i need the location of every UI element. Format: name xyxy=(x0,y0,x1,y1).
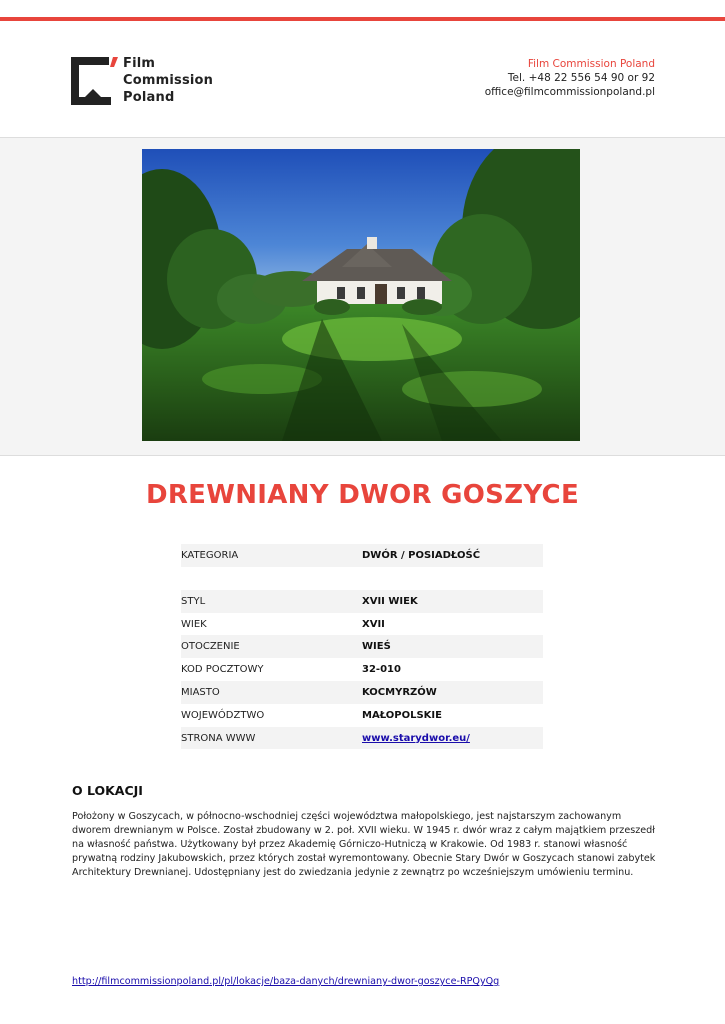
about-heading: O LOKACJI xyxy=(72,783,143,798)
photo-band xyxy=(0,137,725,456)
manor-house-image xyxy=(142,149,580,441)
logo-line-1: Film xyxy=(123,56,156,71)
page-title: DREWNIANY DWOR GOSZYCE xyxy=(145,480,580,510)
location-photo xyxy=(142,149,580,441)
details-table xyxy=(181,544,543,749)
details-row xyxy=(181,544,543,567)
logo-line-3: Poland xyxy=(123,90,175,105)
logo-text xyxy=(123,55,213,106)
details-label: WIEK xyxy=(181,618,207,630)
details-label: KOD POCZTOWY xyxy=(181,664,264,676)
email-address[interactable]: office@filmcommissionpoland.pl xyxy=(484,86,655,98)
details-row xyxy=(181,613,543,636)
details-row xyxy=(181,658,543,681)
details-label: KATEGORIA xyxy=(181,550,239,561)
details-row xyxy=(181,727,543,750)
details-label: STRONA WWW xyxy=(181,732,256,744)
film-commission-poland-logo[interactable] xyxy=(69,55,229,107)
details-label: OTOCZENIE xyxy=(181,641,240,653)
details-row xyxy=(181,704,543,727)
about-text: Położony w Goszycach, w północno-wschodniej części województwa małopolskiego, jest najstarszym zachowanym dworem drewnianym w Polsce. Został zbudowany w 2. poł. XVII wieku. W 1945 r. dwór wraz z całym majątkiem przeszedł na własność państwa. Użytkowany był przez Akademię Górniczo-Hutniczą w Krakowie. Od 1983 r. stanowi własność prywatną rodziny Jakubowskich, przez których został wyremontowany. Obecnie Stary Dwór w Goszycach stanowi zabytek Architektury Drewnianej. Udostępniany jest do zwiedzania jedynie z zewnątrz po wcześniejszym umówieniu terminu. xyxy=(72,811,656,878)
details-value: WIEŚ xyxy=(362,641,391,653)
logo-mark-icon xyxy=(69,55,119,107)
details-value: DWÓR / POSIADŁOŚĆ xyxy=(362,550,481,561)
details-value: 32-010 xyxy=(362,664,401,676)
details-value: XVII WIEK xyxy=(362,595,418,607)
website-link[interactable]: www.starydwor.eu/ xyxy=(362,732,470,744)
details-row xyxy=(181,681,543,704)
details-label: WOJEWÓDZTWO xyxy=(181,709,265,721)
details-value: XVII xyxy=(362,618,385,630)
details-label: MIASTO xyxy=(181,686,220,698)
logo-line-2: Commission xyxy=(123,73,214,88)
details-row xyxy=(181,590,543,613)
details-value: MAŁOPOLSKIE xyxy=(362,709,442,721)
details-row xyxy=(181,635,543,658)
company-name: Film Commission Poland xyxy=(527,58,655,70)
phone-number: Tel. +48 22 556 54 90 or 92 xyxy=(507,72,655,84)
top-accent-bar xyxy=(0,17,725,21)
details-gap xyxy=(181,567,543,590)
contact-block xyxy=(485,57,655,99)
source-url-link[interactable]: http://filmcommissionpoland.pl/pl/lokacje/baza-danych/drewniany-dwor-goszyce-RPQyQg xyxy=(72,976,500,987)
details-label: STYL xyxy=(181,595,206,607)
details-value: KOCMYRZÓW xyxy=(362,686,437,698)
